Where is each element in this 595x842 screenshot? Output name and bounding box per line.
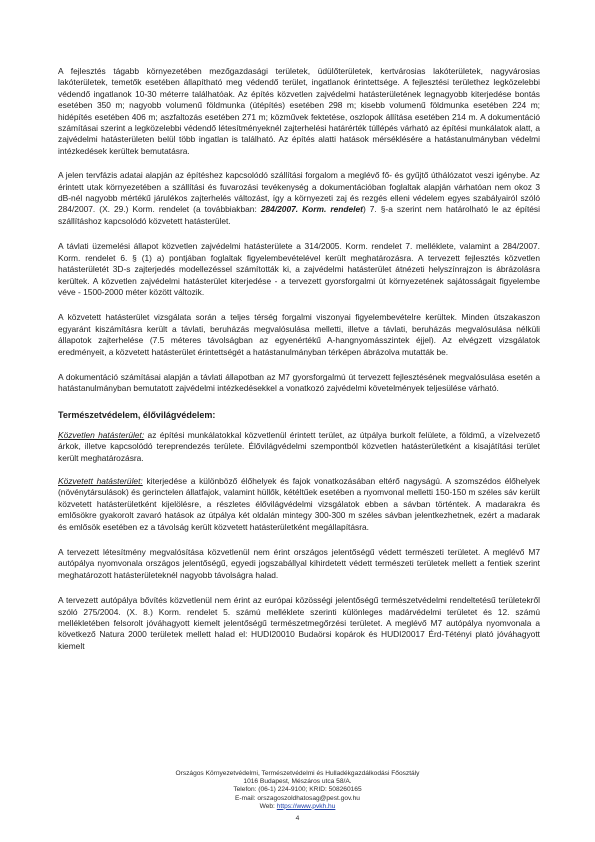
paragraph-conclusion: A dokumentáció számításai alapján a távlati állapotban az M7 gyorsforgalmú út tervezett fejlesztésének megvalósulása esetén a hatástanulmányban bemutatott zajvédelmi intézkedésekkel a vonatkozó zajvédelmi követelmények teljesülése várható. bbox=[58, 371, 540, 394]
page-footer bbox=[0, 770, 595, 823]
footer-org: Országos Környezetvédelmi, Természetvédelmi és Hulladékgazdálkodási Főosztály bbox=[175, 770, 420, 777]
text: az építési munkálatokkal közvetlenül érintett terület, az útpálya burkolt felülete, a földmű, a vízelvezető árkok, illetve kapcsolódó tereprendezés területe. Élővilágvédelmi szempontból közvetlen hatásterületként a kisajátítási terület került meghatározásra. bbox=[58, 429, 540, 463]
footer-address: 1016 Budapest, Mészáros utca 58/A. bbox=[243, 778, 352, 786]
text: kiterjedése a különböző élőhelyek és fajok vonatkozásában eltérő nagyságú. A szomszédos élőhelyek (növénytársulások) és gerinctelen állatfajok, valamint hüllők, kétéltűek esetében a nyomvonal melletti 150-150 m széles sáv került közvetett hatásterületként kijelölésre, a részletes élővilágvédelmi vizsgálatok ebben a sávban történtek. A madarakra és emlősökre gyakorolt zavaró hatások az útpálya két oldalán mintegy 300-300 m széles sávban jelentkezhetnek, ezért a madarak és emlősök esetében ez a távolság került közvetett hatásterületként megállapításra. bbox=[58, 475, 540, 532]
paragraph-operation: A távlati üzemelési állapot közvetlen zajvédelmi hatásterülete a 314/2005. Korm. rendelet 7. melléklete, valamint a 284/2007. Korm. rendelet 6. § (1) a) pontjában foglaltak figyelembevételével került meghatározásra. A tervezett fejlesztés közvetlen hatásterületét 3D-s zajterjedés modellezéssel számították ki, a zajvédelmi hatásterület átnézeti helyszínrajzon is ábrázolásra kerültek. A közvetlen zajvédelmi hatásterület kiterjedése - a tervezett gyorsforgalmi út környezetének sajátosságait figyelembe véve - 1500-2000 méter között változik. bbox=[58, 241, 540, 297]
paragraph-transport bbox=[58, 170, 540, 227]
footer-web bbox=[0, 803, 595, 811]
footer-email: E-mail: orszagoszoldhatosag@pest.gov.hu bbox=[235, 794, 360, 802]
paragraph-direct-area bbox=[58, 430, 540, 464]
text: ) 7. §-a szerint nem határolható le az építési szállításhoz kapcsolódó közvetett hatásterület. bbox=[58, 204, 540, 226]
footer-web-label: Web: bbox=[259, 802, 275, 810]
paragraph-indirect-area bbox=[58, 476, 540, 533]
paragraph-protected-nature: A tervezett létesítmény megvalósítása közvetlenül nem érint országos jelentőségű védett természeti területet. A meglévő M7 autópálya nyomvonala országos jelentőségű, egyedi jogszabállyal kihirdetett védett természeti területek mellett a fentiek szerint meghatározott hatásterületeknél nagyobb távolságra halad. bbox=[58, 547, 540, 580]
footer-phone: Telefon: (06-1) 224-9100; KRID: 508260165 bbox=[233, 786, 362, 794]
page-number: 4 bbox=[295, 815, 300, 823]
paragraph-indirect: A közvetett hatásterület vizsgálata során a teljes térség forgalmi viszonyai figyelembevételre kerültek. Minden útszakaszon egyaránt kiszámításra került a távlati, beruházás megvalósulása melletti, illetve a távlati, beruházás megvalósulása nélküli állapotok zajterhelése (7.5 méteres távolságban az egyenértékű A-hangnyomásszintek éjjel). Az elvégzett vizsgálatok eredményeit, a közvetett hatásterület érintettségét a hatástanulmányban térképen ábrázolva mutatták be. bbox=[58, 312, 540, 357]
paragraph-protected-areas bbox=[58, 66, 540, 157]
term-label: Közvetett hatásterület: bbox=[58, 475, 143, 486]
text: Az építés közvetlen zajvédelmi hatásterületének legnagyobb kiterjedése bontás esetében 350 m; nagyobb volumenű földmunka (útépítés) esetében 298 m; kisebb volumenű földmunka esetében 224 m; hidépítés esetében 406 m; aszfaltozás esetében 271 m; közművek fektetése, oszlopok állítása esetében 214 m. A dokumentáció számításai szerint a legközelebbi védendő létesítményeknél zajterhelési határérték túllépés várható az építési munkálatok alatt, a zajvédelmi hatásterületen belül több ingatlan is található. Az építés alatti hatások mérséklésére a hatástanulmányban védelmi intézkedések kerültek bemutatásra. bbox=[58, 88, 540, 156]
text: A fejlesztés tágabb környezetében mezőgazdasági területek, üdülőterületek, kertvárosias lakóterületek, nagyvárosias lakóterületek, temetők esetében állapítható meg védendő terület, ingatlanok érintettsége. A fejlesztési területhez legközelebbi védendő ingatlanok 10-30 méterre találhatóak. bbox=[58, 66, 540, 99]
document-body bbox=[58, 66, 540, 666]
term-label: Közvetlen hatásterület: bbox=[58, 429, 145, 440]
section-heading: Természetvédelem, élővilágvédelem: bbox=[58, 409, 216, 420]
regulation-reference: 284/2007. Korm. rendelet bbox=[260, 204, 363, 215]
text: A jelen tervfázis adatai alapján az építéshez kapcsolódó szállítási forgalom a meglévő fő- és gyűjtő úthálózatot veszi igénybe. Az érintett utak környezetében a szállítási és fuvarozási tevékenység a dokumentációban foglaltak alapján várhatóan nem okoz 3 dB-nél nagyobb mértékű járulékos zajterhelés változást, így a környezeti zaj és rezgés elleni védelem egyes szabályairól szóló 284/2007. (X. 29.) Korm. rendelet (a továbbiakban: bbox=[58, 170, 540, 215]
paragraph-natura2000: A tervezett autópálya bővítés közvetlenül nem érint az európai közösségi jelentőségű természetvédelmi rendeltetésű területekről szóló 275/2004. (X. 8.) Korm. rendelet 5. számú melléklete szerinti különleges madárvédelmi területet és 12. számú mellékletében felsorolt jóváhagyott kiemelt jelentőségű természetmegőrzési területet. A meglévő M7 autópálya nyomvonala a következő Natura 2000 területek mellett halad el: HUDI20010 Budaörsi kopárok és HUDI20017 Érd-Tétényi plató jóváhagyott kiemelt bbox=[58, 595, 540, 651]
website-link[interactable]: https://www.pvkh.hu bbox=[276, 802, 336, 810]
